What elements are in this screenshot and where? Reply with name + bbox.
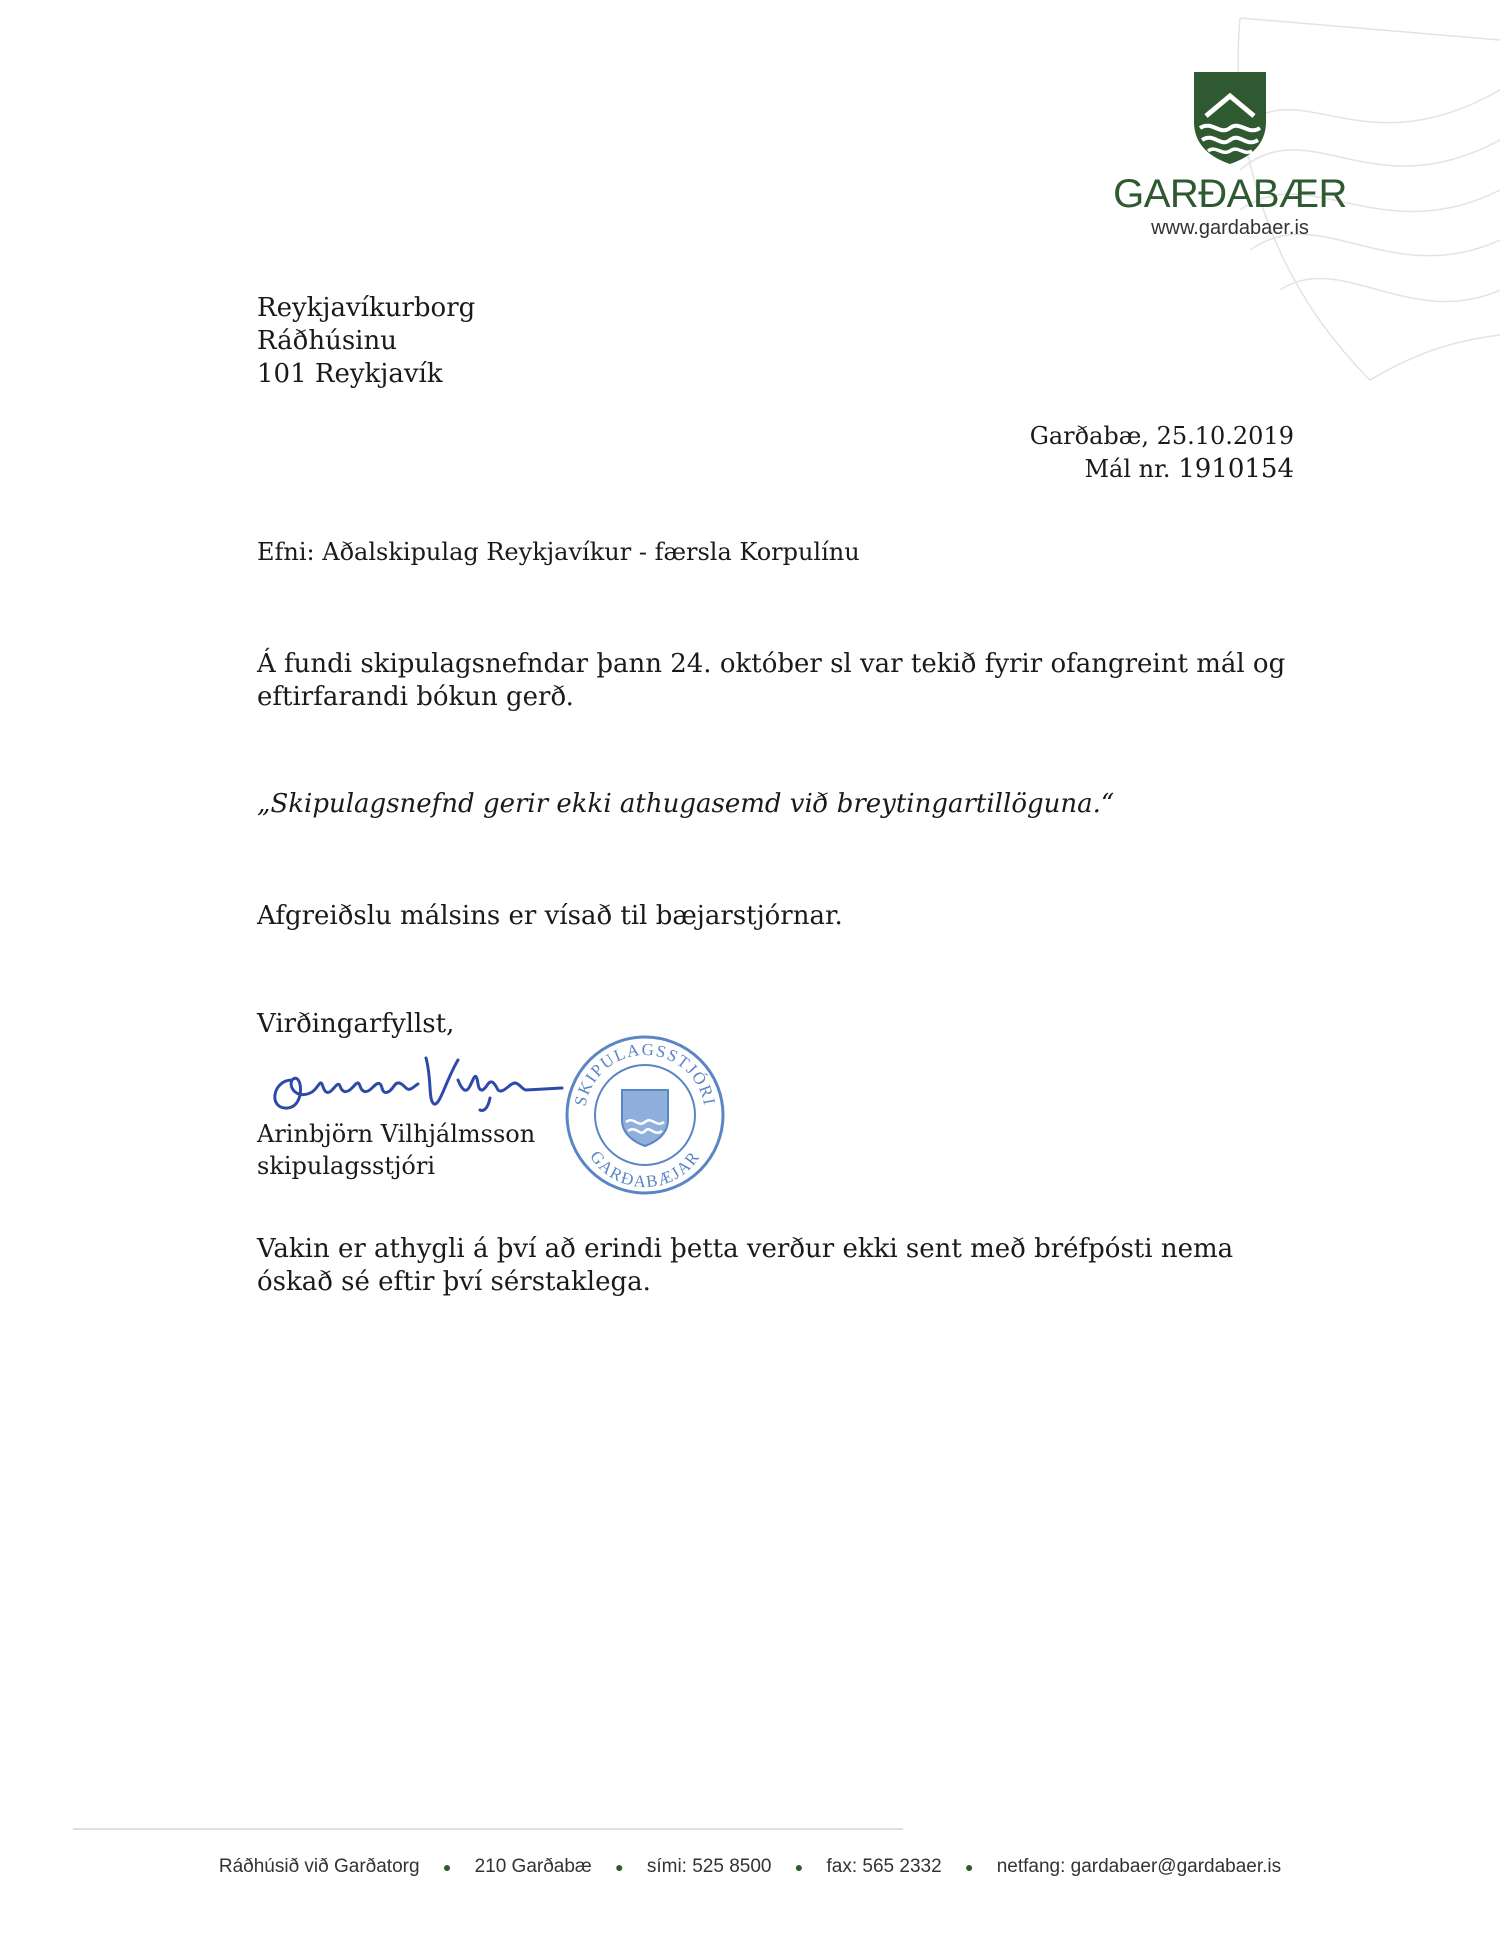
recipient-line-2: Ráðhúsinu	[257, 326, 397, 356]
recipient-line-1: Reykjavíkurborg	[257, 293, 476, 323]
body-paragraph-2: Afgreiðslu málsins er vísað til bæjarstjórnar.	[257, 901, 843, 931]
case-number-row	[1030, 453, 1294, 486]
footer-separator: ●	[964, 1858, 974, 1875]
signatory-title: skipulagsstjóri	[257, 1152, 436, 1180]
postal-notice: Vakin er athygli á því að erindi þetta verður ekki sent með bréfpósti nema óskað sé eftir því sérstaklega.	[257, 1234, 1234, 1297]
footer-phone: sími: 525 8500	[646, 1856, 772, 1877]
dateline	[1030, 420, 1294, 486]
coat-of-arms-icon	[1192, 70, 1268, 166]
footer-postcode: 210 Garðabæ	[474, 1856, 592, 1877]
subject-label: Efni:	[257, 538, 315, 566]
official-stamp	[560, 1030, 730, 1200]
closing: Virðingarfyllst,	[257, 1009, 455, 1039]
signatory-name: Arinbjörn Vilhjálmsson	[257, 1120, 536, 1148]
gardabaer-logo	[1110, 70, 1350, 240]
footer-contact	[0, 1856, 1500, 1878]
handwritten-signature	[262, 1040, 582, 1120]
stamp-text-top: SKIPULAGSSTJÓRI	[570, 1039, 720, 1108]
subject-line	[257, 536, 860, 569]
footer-email[interactable]: netfang: gardabaer@gardabaer.is	[996, 1856, 1282, 1877]
case-number: 1910154	[1178, 454, 1294, 484]
subject-text: Aðalskipulag Reykjavíkur - færsla Korpulínu	[322, 538, 860, 566]
place-date: Garðabæ, 25.10.2019	[1029, 422, 1294, 450]
stamp-crest-icon	[622, 1090, 668, 1146]
resolution-quote: „Skipulagsnefnd gerir ekki athugasemd við breytingartillöguna.“	[257, 789, 1115, 819]
footer-separator: ●	[442, 1858, 452, 1875]
logo-wordmark: GARÐABÆR	[1113, 172, 1347, 216]
recipient-address	[257, 292, 475, 391]
recipient-line-3: 101 Reykjavík	[257, 359, 443, 389]
footer-divider	[73, 1828, 903, 1830]
svg-text:GARÐABÆJAR	[586, 1147, 704, 1191]
logo-url: www.gardabaer.is	[1151, 217, 1309, 239]
footer-separator: ●	[794, 1858, 804, 1875]
case-label: Mál nr.	[1084, 455, 1171, 483]
stamp-text-bottom: GARÐABÆJAR	[586, 1147, 704, 1192]
footer-address: Ráðhúsið við Garðatorg	[218, 1856, 420, 1877]
footer-separator: ●	[615, 1858, 624, 1875]
footer-fax: fax: 565 2332	[826, 1856, 942, 1877]
body-paragraph-1: Á fundi skipulagsnefndar þann 24. október sl var tekið fyrir ofangreint mál og eftirfarandi bókun gerð.	[257, 649, 1286, 712]
